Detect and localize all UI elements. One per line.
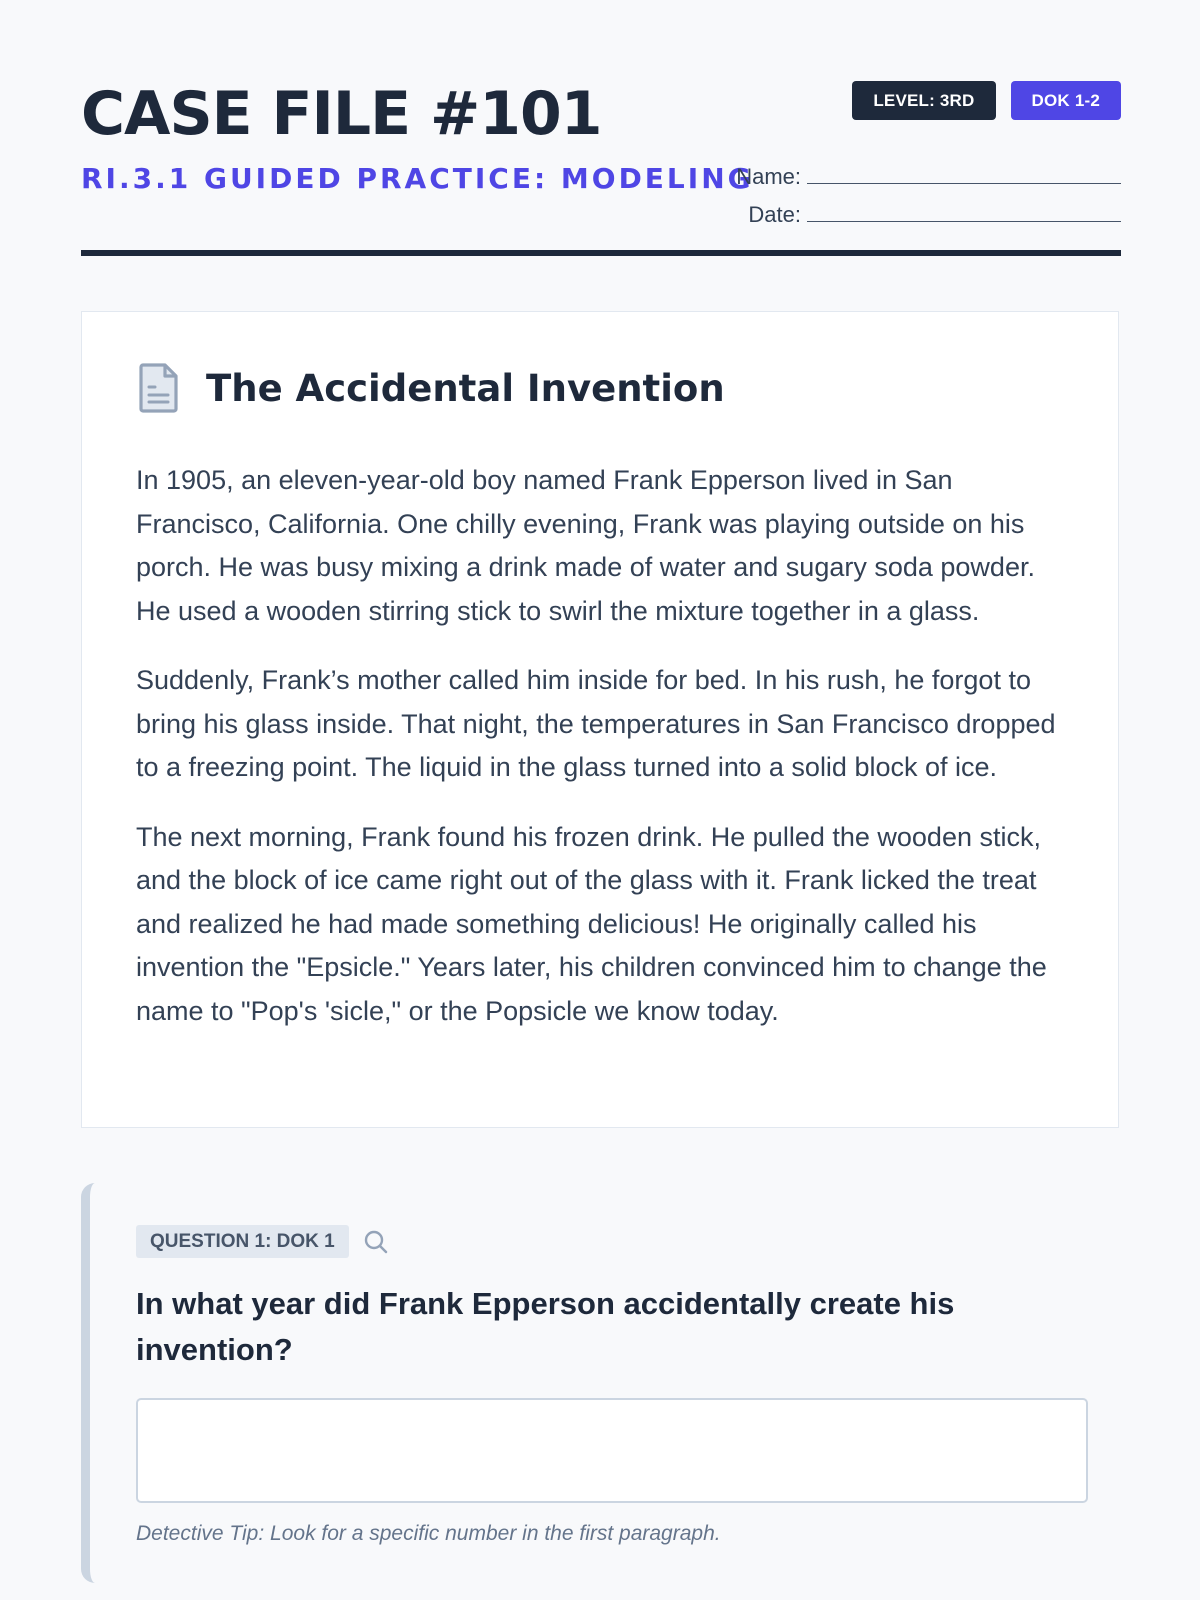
header-divider: [81, 250, 1121, 256]
passage-heading: [136, 362, 725, 414]
passage-title: The Accidental Invention: [206, 366, 725, 410]
document-icon: [136, 362, 182, 414]
reading-passage: [81, 311, 1119, 1128]
search-icon: [363, 1229, 389, 1255]
page-subtitle: RI.3.1 GUIDED PRACTICE: MODELING: [81, 162, 754, 195]
date-field[interactable]: [721, 190, 1121, 228]
question-tag-row: [136, 1225, 389, 1258]
detective-tip: Detective Tip: Look for a specific number in the first paragraph.: [136, 1522, 721, 1545]
badge-group: [852, 81, 1121, 120]
passage-body: [136, 459, 1076, 1059]
worksheet-header: [81, 80, 1121, 256]
dok-badge: DOK 1-2: [1011, 81, 1121, 120]
date-line[interactable]: [807, 221, 1121, 222]
question-tag: QUESTION 1: DOK 1: [136, 1225, 349, 1258]
name-label: Name:: [736, 164, 801, 189]
level-badge: LEVEL: 3RD: [852, 81, 995, 120]
passage-paragraph: Suddenly, Frank’s mother called him inside for bed. In his rush, he forgot to bring his glass inside. That night, the temperatures in San Francisco dropped to a freezing point. The liquid in the glass turned into a solid block of ice.: [136, 665, 1056, 782]
answer-input[interactable]: [136, 1398, 1088, 1503]
student-fields: [721, 152, 1121, 228]
name-field[interactable]: [721, 152, 1121, 190]
name-line[interactable]: [807, 183, 1121, 184]
page-title: CASE FILE #101: [81, 79, 602, 149]
question-text: In what year did Frank Epperson accidentally create his invention?: [136, 1286, 955, 1367]
passage-paragraph: In 1905, an eleven-year-old boy named Frank Epperson lived in San Francisco, California. One chilly evening, Frank was playing outside on his porch. He was busy mixing a drink made of water and sugary soda powder. He used a wooden stirring stick to swirl the mixture together in a glass.: [136, 465, 1035, 626]
passage-paragraph: The next morning, Frank found his frozen drink. He pulled the wooden stick, and the block of ice came right out of the glass with it. Frank licked the treat and realized he had made something delicious! He originally called his invention the "Epsicle." Years later, his children convinced him to change the name to "Pop's 'sicle," or the Popsicle we know today.: [136, 821, 1047, 1026]
question-card: [81, 1183, 1121, 1583]
date-label: Date:: [748, 202, 801, 227]
